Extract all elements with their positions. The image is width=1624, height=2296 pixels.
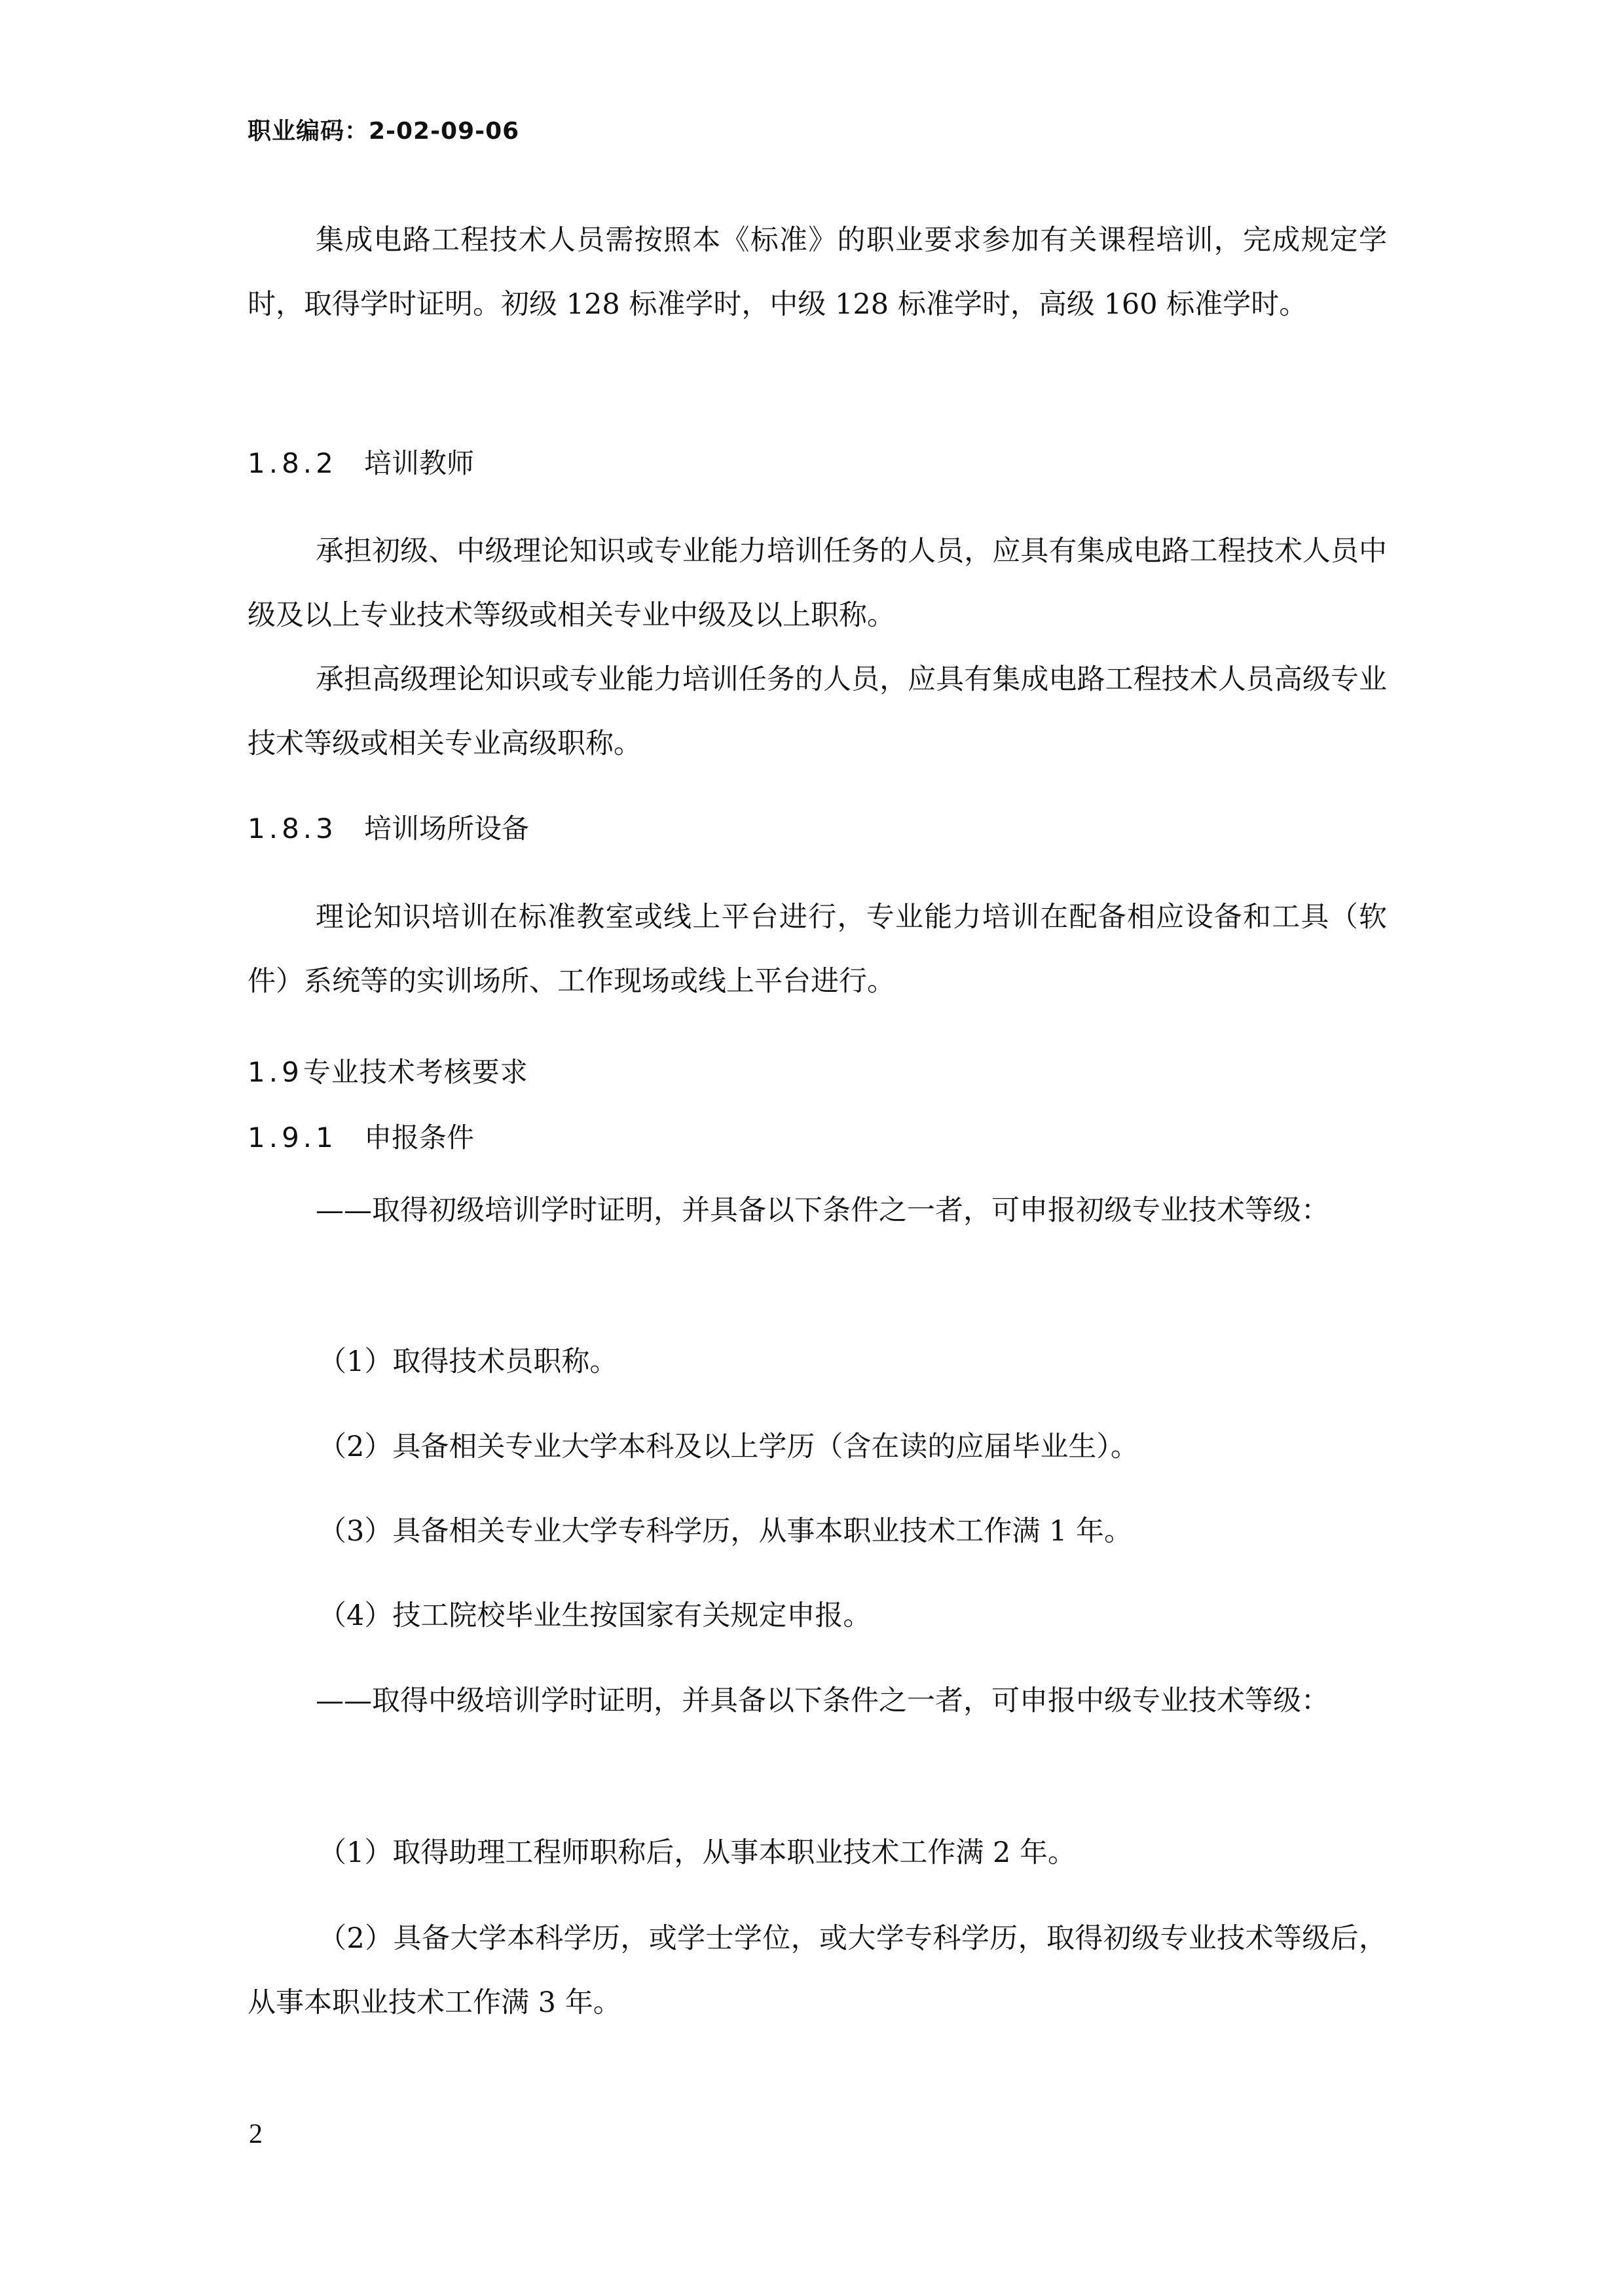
section-heading-1-8-3 [248, 809, 529, 848]
junior-item-2: （2）具备相关专业大学本科及以上学历（含在读的应届毕业生）。 [318, 1430, 1139, 1463]
section-title: 申报条件 [364, 1121, 475, 1154]
section-title: 专业技术考核要求 [303, 1056, 528, 1088]
middle-item-2: （2）具备大学本科学历，或学士学位，或大学专科学历，取得初级专业技术等级后，从事本职业技术工作满 3 年。 [248, 1922, 1387, 2019]
paragraph-training-facilities: 理论知识培训在标准教室或线上平台进行，专业能力培训在配备相应设备和工具（软件）系统等的实训场所、工作现场或线上平台进行。 [248, 901, 1387, 998]
middle-intro-paragraph: ——取得中级培训学时证明，并具备以下条件之一者，可申报中级专业技术等级： [316, 1685, 1329, 1717]
intro-paragraph: 集成电路工程技术人员需按照本《标准》的职业要求参加有关课程培训，完成规定学时，取得学时证明。初级 128 标准学时，中级 128 标准学时，高级 160 标准学时。 [248, 224, 1387, 321]
middle-item-1: （1）取得助理工程师职称后，从事本职业技术工作满 2 年。 [318, 1836, 1077, 1869]
section-number: 1.8.2 [248, 447, 337, 479]
paragraph-trainer-junior: 承担初级、中级理论知识或专业能力培训任务的人员，应具有集成电路工程技术人员中级及以上专业技术等级或相关专业中级及以上职称。 [248, 535, 1387, 632]
section-heading-1-9 [248, 1053, 528, 1092]
section-number: 1.9.1 [248, 1121, 337, 1154]
section-number: 1.8.3 [248, 812, 337, 845]
section-number: 1.9 [248, 1056, 303, 1088]
junior-item-4: （4）技工院校毕业生按国家有关规定申报。 [318, 1599, 872, 1632]
junior-intro-paragraph: ——取得初级培训学时证明，并具备以下条件之一者，可申报初级专业技术等级： [316, 1194, 1329, 1227]
section-title: 培训教师 [364, 447, 475, 479]
junior-item-1: （1）取得技术员职称。 [318, 1345, 618, 1378]
section-heading-1-9-1 [248, 1118, 474, 1157]
page-number: 2 [249, 2119, 263, 2149]
junior-item-3: （3）具备相关专业大学专科学历，从事本职业技术工作满 1 年。 [318, 1515, 1133, 1548]
paragraph-trainer-senior: 承担高级理论知识或专业能力培训任务的人员，应具有集成电路工程技术人员高级专业技术等级或相关专业高级职称。 [248, 663, 1387, 760]
occupation-code-header: 职业编码：2-02-09-06 [248, 118, 520, 145]
section-heading-1-8-2 [248, 444, 474, 483]
section-title: 培训场所设备 [364, 812, 530, 845]
